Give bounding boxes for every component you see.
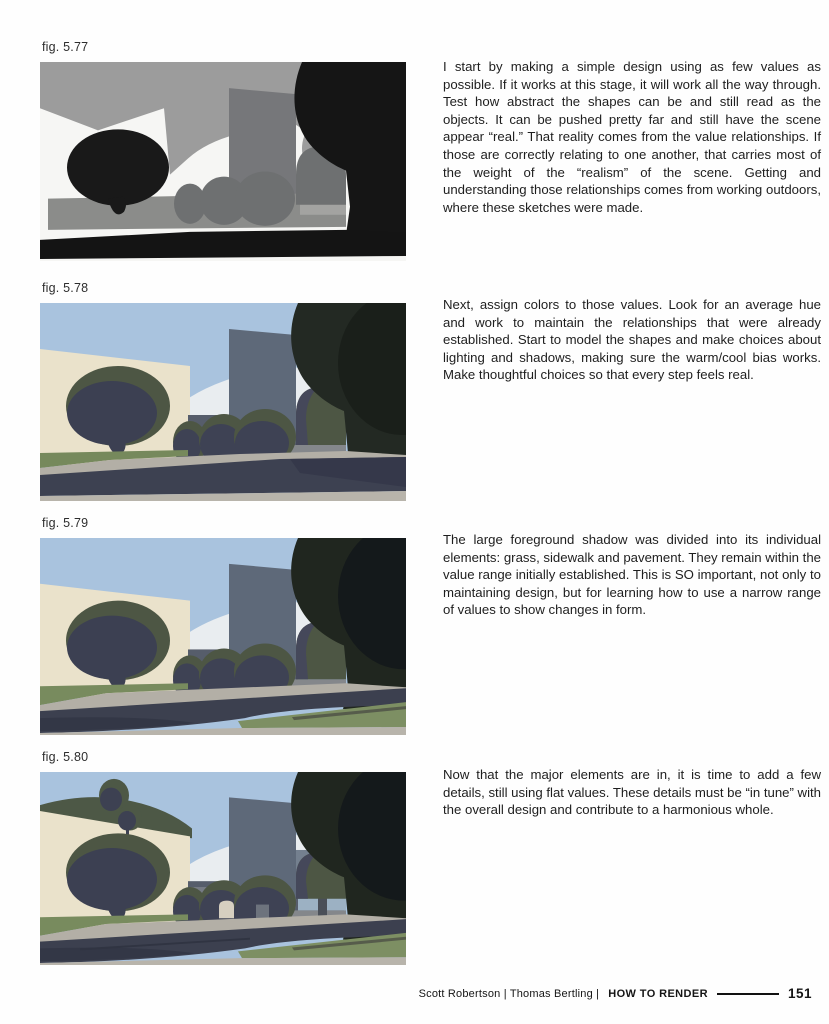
foreground	[40, 450, 406, 501]
figure-579	[40, 516, 406, 735]
gray-box	[256, 905, 269, 919]
page-footer	[419, 986, 812, 1001]
paragraph-577: I start by making a simple design using as few values as possible. If it works at this stage, it will work all the way through. Test how abstract the shapes can be and still read as the objects. It can be pushed pretty far and still have the scene appear “real.” That reality comes from the value relationships. If those are correctly relating to one another, that carries most of the weight of the “realism” of the scene. Getting and understanding those relationships comes from working outdoors, where these sketches were made.	[443, 59, 821, 215]
figure-577-label: fig. 5.77	[42, 40, 89, 54]
trash-can	[219, 901, 234, 919]
paragraph-579: The large foreground shadow was divided into its individual elements: grass, sidewalk and pavement. They remain within the value range initially established. This is SO important, not only to maintaining design, but for learning how to use a narrow range of values to show changes in form.	[443, 532, 821, 618]
footer-rule	[717, 993, 779, 995]
figure-578	[40, 281, 406, 501]
figure-577	[40, 40, 406, 261]
figure-580	[40, 750, 406, 965]
figure-578-label: fig. 5.78	[42, 281, 89, 295]
figure-578-illustration	[40, 303, 406, 501]
footer-authors: Scott Robertson | Thomas Bertling |	[418, 987, 600, 1000]
figure-577-illustration	[40, 62, 406, 261]
figure-580-illustration	[40, 772, 406, 965]
footer-book-title: HOW TO RENDER	[608, 987, 708, 1000]
figure-580-label: fig. 5.80	[42, 750, 89, 764]
paragraph-578: Next, assign colors to those values. Look for an average hue and work to maintain the relationships that were already established. Start to model the shapes and make choices about lighting and shadows, making sure the warm/cool bias works. Make thoughtful choices so that every step feels real.	[443, 297, 821, 383]
figure-579-illustration	[40, 538, 406, 735]
footer-page-number: 151	[787, 986, 812, 1001]
figure-579-label: fig. 5.79	[42, 516, 89, 530]
paragraph-580: Now that the major elements are in, it is time to add a few details, still using flat values. These details must be “in tune” with the overall design and contribute to a harmonious whole.	[443, 767, 821, 818]
